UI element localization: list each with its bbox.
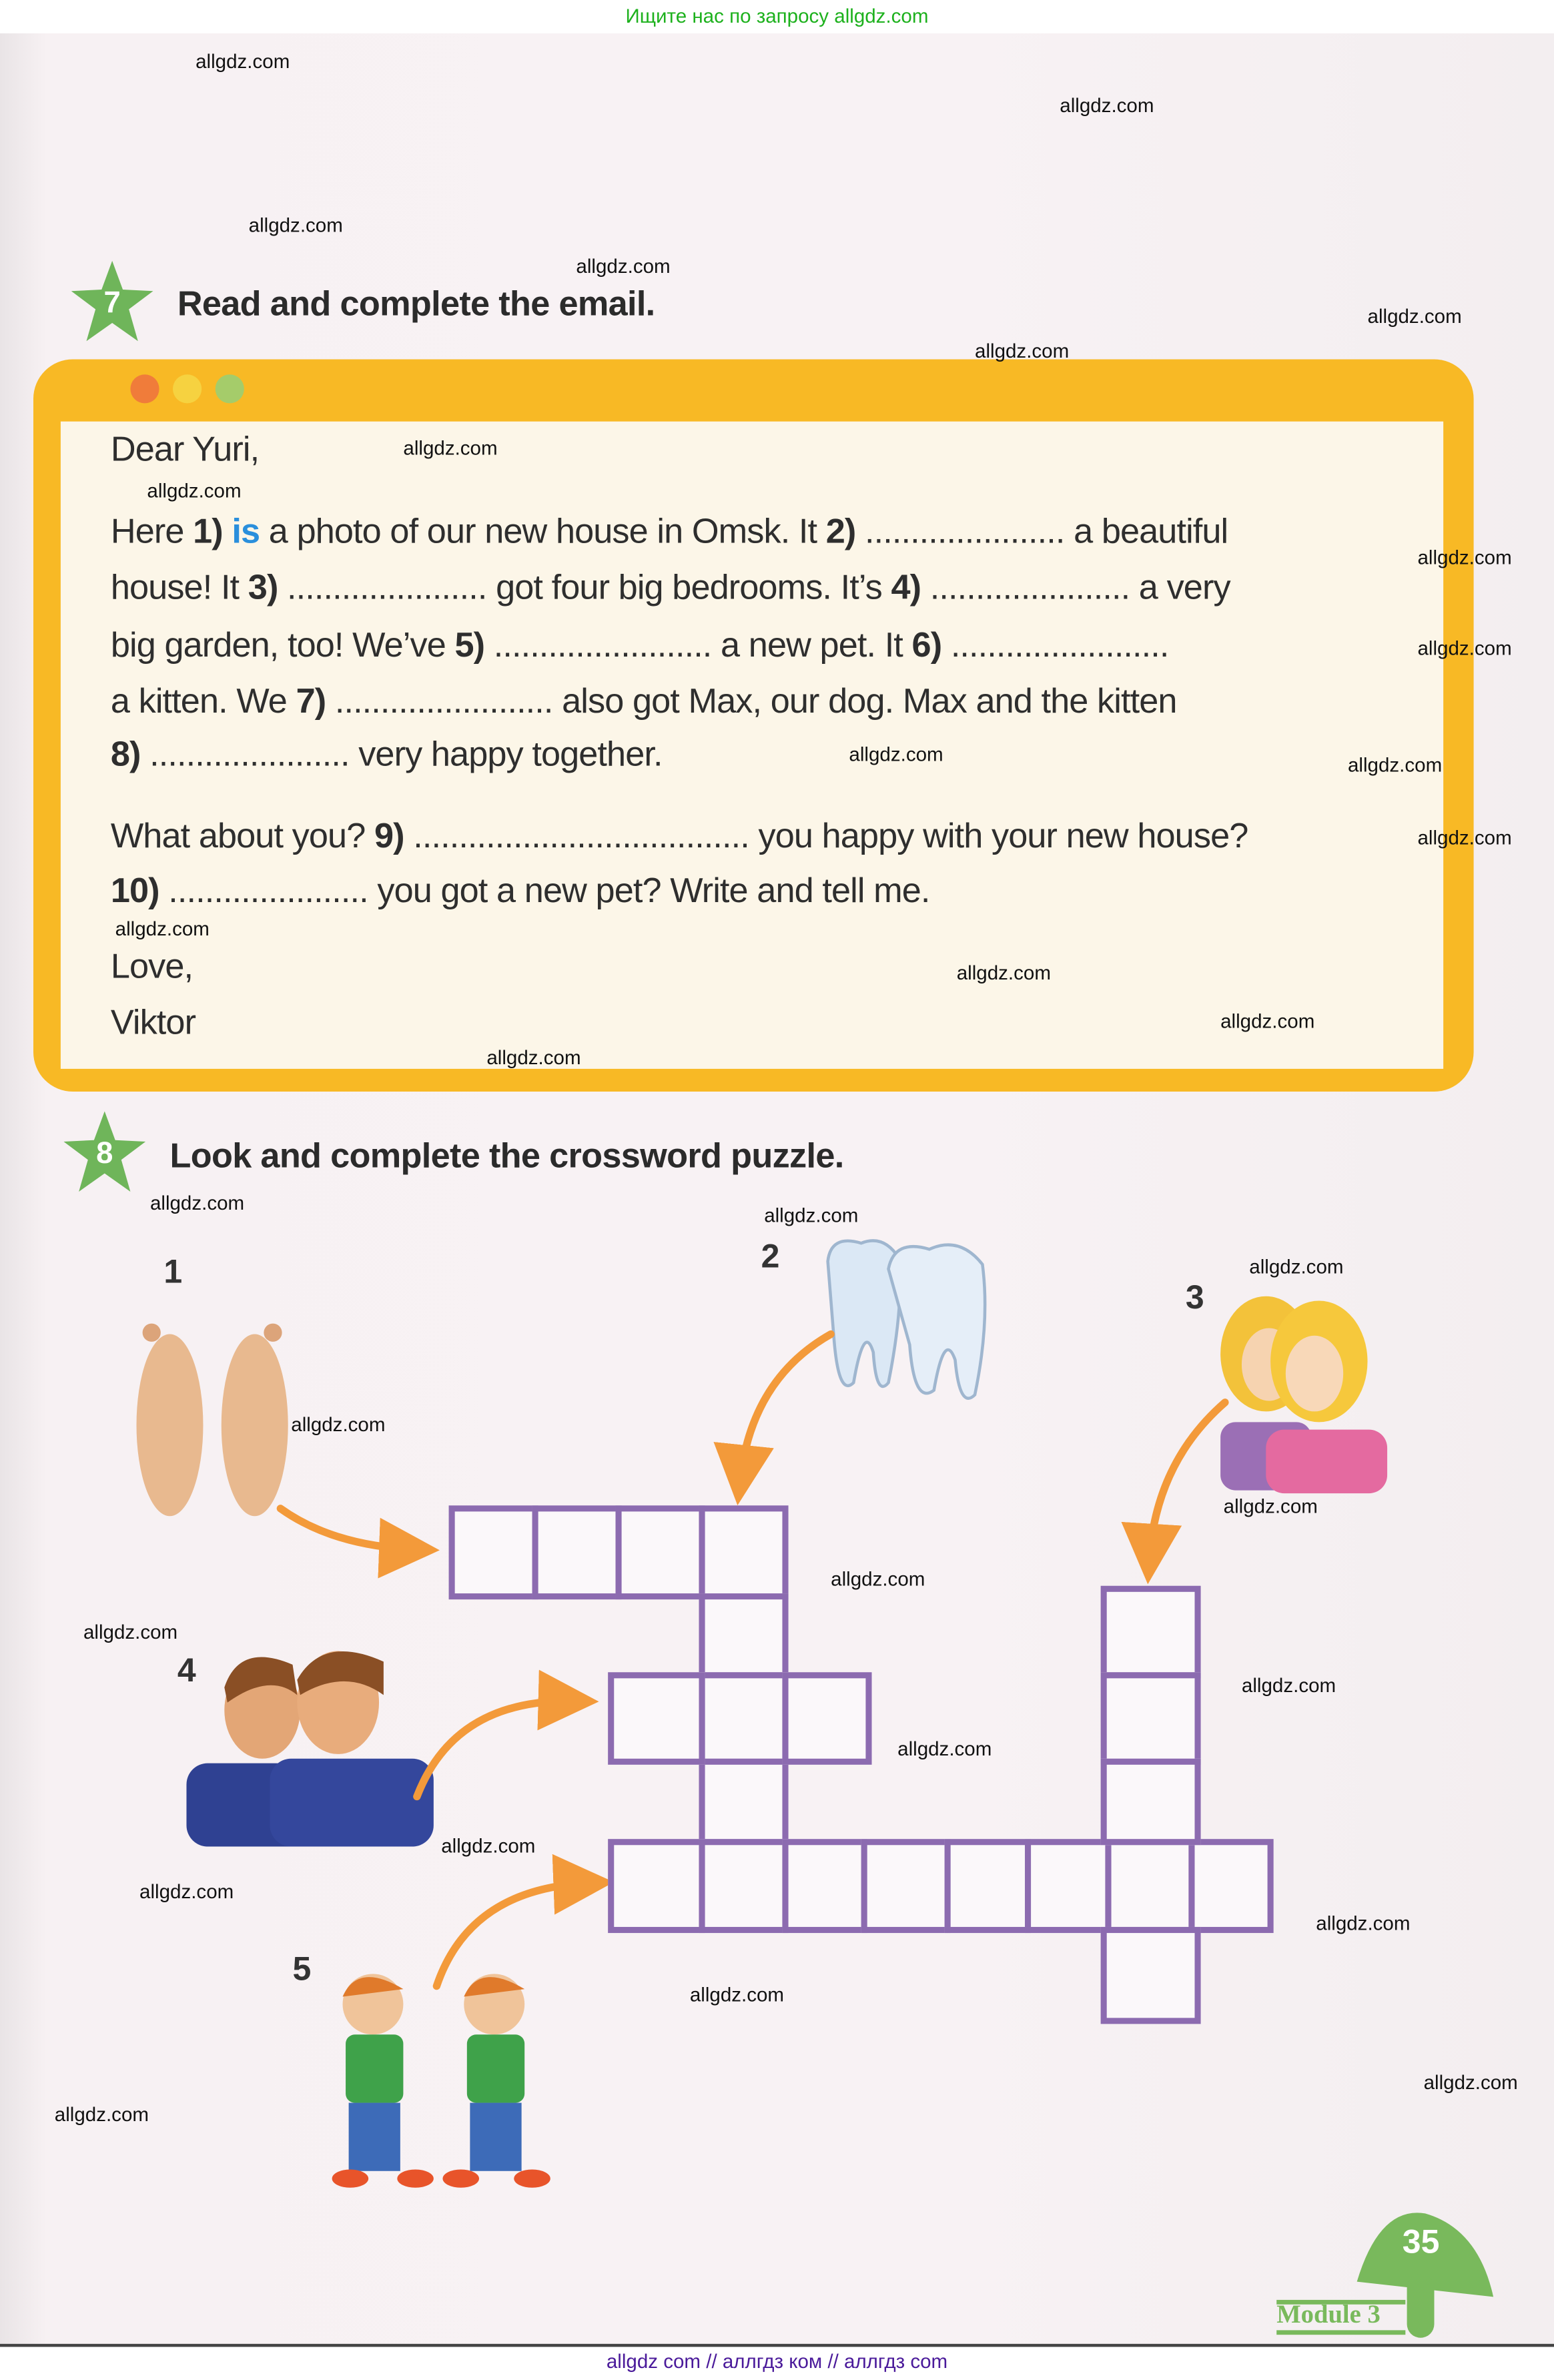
watermark: allgdz.com: [196, 49, 290, 73]
module-label: Module 3: [1276, 2299, 1381, 2329]
watermark: allgdz.com: [486, 1046, 581, 1069]
crossword-cell[interactable]: [699, 1759, 788, 1846]
crossword-cell[interactable]: [699, 1593, 788, 1678]
watermark: allgdz.com: [139, 1880, 234, 1903]
crossword-cell[interactable]: [782, 1839, 867, 1933]
watermark: allgdz.com: [1316, 1912, 1411, 1935]
watermark: allgdz.com: [1220, 1010, 1315, 1033]
arrow-5-icon: [436, 1883, 591, 1986]
email-line-5: 8) ...................... very happy together.: [110, 733, 663, 773]
watermark: allgdz.com: [1241, 1673, 1336, 1697]
email-signature: Viktor: [110, 1002, 196, 1042]
crossword-cell[interactable]: [616, 1505, 705, 1599]
crossword-cell[interactable]: [782, 1672, 871, 1765]
watermark: allgdz.com: [54, 2102, 149, 2126]
exercise-7-number: 7: [103, 286, 121, 320]
email-line-2: house! It 3) ...................... got four big bedrooms. It’s 4) ...................... a very: [110, 566, 1230, 607]
watermark: allgdz.com: [1060, 93, 1154, 117]
watermark: allgdz.com: [1417, 826, 1512, 849]
crossword-cell[interactable]: [608, 1672, 705, 1765]
arrow-4-icon: [417, 1701, 576, 1796]
watermark: allgdz.com: [849, 743, 943, 766]
watermark: allgdz.com: [1417, 545, 1512, 569]
clue-number-3: 3: [1185, 1278, 1204, 1316]
crossword-cell[interactable]: [699, 1839, 788, 1933]
clue-number-5: 5: [292, 1950, 312, 1988]
email-line-3: big garden, too! We’ve 5) ........................ a new pet. It 6) ........................: [110, 625, 1169, 665]
watermark: allgdz.com: [576, 254, 671, 278]
example-answer: is: [222, 510, 260, 550]
email-greeting: Dear Yuri,: [110, 429, 260, 469]
bottom-banner[interactable]: allgdz com // аллгдз ком // аллгдз com: [0, 2344, 1554, 2380]
crossword-cell[interactable]: [1105, 1839, 1194, 1933]
crossword-cell[interactable]: [532, 1505, 622, 1599]
page-number: 35: [1402, 2223, 1440, 2261]
email-closing: Love,: [110, 945, 193, 985]
watermark: allgdz.com: [403, 436, 498, 460]
watermark: allgdz.com: [115, 917, 210, 940]
watermark: allgdz.com: [831, 1567, 925, 1591]
watermark: allgdz.com: [1223, 1495, 1318, 1518]
email-line-1: Here 1) is a photo of our new house in Omsk. It 2) ...................... a beautiful: [110, 510, 1228, 550]
watermark: allgdz.com: [1367, 304, 1462, 328]
arrow-3-icon: [1149, 1403, 1225, 1562]
watermark: allgdz.com: [975, 339, 1070, 363]
watermark: allgdz.com: [441, 1834, 536, 1858]
crossword-cell[interactable]: [861, 1839, 951, 1933]
email-line-4: a kitten. We 7) ........................ also got Max, our dog. Max and the kitten: [110, 681, 1177, 721]
exercise-7-title: Read and complete the email.: [177, 283, 655, 323]
watermark: allgdz.com: [956, 961, 1051, 984]
watermark: allgdz.com: [764, 1204, 859, 1227]
crossword-cell[interactable]: [945, 1839, 1032, 1933]
crossword-cell[interactable]: [1101, 1927, 1201, 2024]
watermark: allgdz.com: [147, 479, 242, 502]
watermark: allgdz.com: [689, 1983, 785, 2006]
clue-number-1: 1: [163, 1252, 183, 1290]
crossword-cell[interactable]: [1025, 1839, 1112, 1933]
exercise-8-title: Look and complete the crossword puzzle.: [169, 1135, 844, 1175]
crossword-cell[interactable]: [699, 1505, 788, 1599]
email-line-7: 10) ...................... you got a new pet? Write and tell me.: [110, 870, 930, 910]
exercise-8-number: 8: [96, 1137, 113, 1171]
watermark: allgdz.com: [1249, 1255, 1344, 1278]
watermark: allgdz.com: [897, 1737, 992, 1761]
watermark: allgdz.com: [291, 1413, 386, 1436]
watermark: allgdz.com: [1423, 2070, 1518, 2094]
watermark: allgdz.com: [1347, 753, 1443, 777]
crossword-cell[interactable]: [1101, 1672, 1201, 1765]
crossword-cell[interactable]: [699, 1672, 788, 1765]
crossword-cell[interactable]: [1101, 1586, 1201, 1679]
crossword-cell[interactable]: [449, 1505, 538, 1599]
top-banner[interactable]: Ищите нас по запросу allgdz.com: [0, 0, 1554, 33]
watermark: allgdz.com: [83, 1620, 178, 1644]
clue-number-4: 4: [177, 1651, 196, 1689]
crossword-cell[interactable]: [1101, 1759, 1201, 1846]
clue-number-2: 2: [761, 1237, 780, 1275]
watermark: allgdz.com: [248, 214, 343, 237]
arrow-1-icon: [280, 1509, 416, 1549]
watermark: allgdz.com: [149, 1191, 245, 1215]
email-line-6: What about you? 9) ..................................... you happy with your new house?: [110, 815, 1248, 855]
arrow-2-icon: [740, 1334, 831, 1483]
crossword-cell[interactable]: [1188, 1839, 1273, 1933]
watermark: allgdz.com: [1417, 637, 1512, 660]
crossword-cell[interactable]: [608, 1839, 705, 1933]
